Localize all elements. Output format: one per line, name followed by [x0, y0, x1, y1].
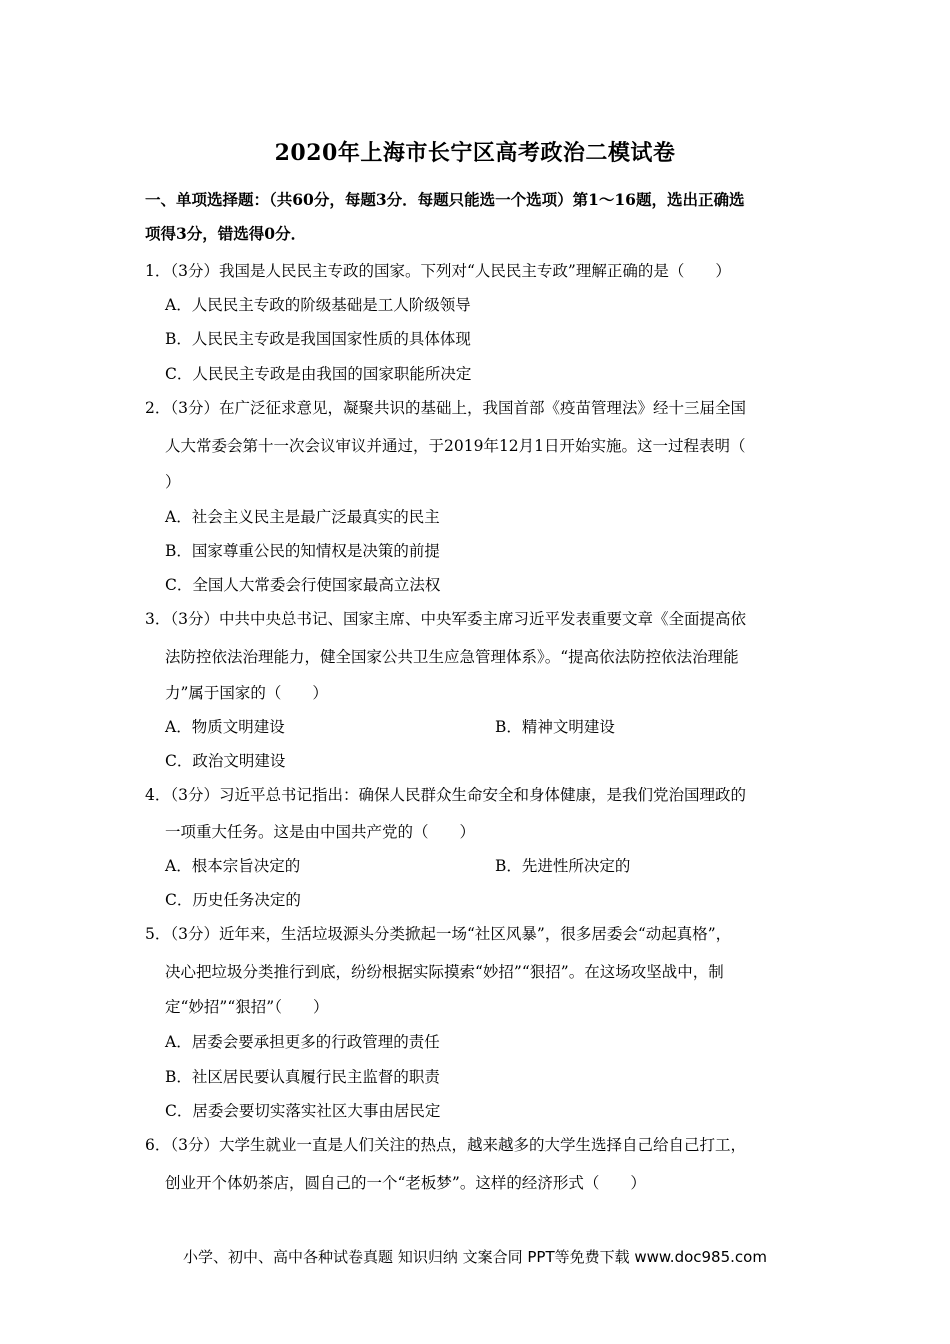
- question-1-option-a: A．人民民主专政的阶级基础是工人阶级领导: [165, 296, 471, 314]
- question-text: （3分）中共中央总书记、国家主席、中央军委主席习近平发表重要文章《全面提高依: [170, 610, 746, 628]
- exam-title: 2020年上海市长宁区高考政治二模试卷: [274, 140, 676, 166]
- question-4-option-a: A．根本宗旨决定的: [165, 857, 301, 875]
- question-3-option-b: B．精神文明建设: [495, 718, 615, 736]
- question-5-line-3: 定“妙招”“狠招”（ ）: [165, 998, 329, 1016]
- question-4-stem: [145, 785, 746, 805]
- question-1-stem: [145, 261, 731, 281]
- question-number: 6．: [145, 1136, 171, 1154]
- section-line-2: 项得3分，错选得0分．: [145, 224, 307, 243]
- question-2-stem: [145, 398, 746, 418]
- question-number: 3．: [145, 610, 171, 628]
- question-3-option-c: C．政治文明建设: [165, 752, 286, 770]
- question-number: 1．: [145, 262, 171, 280]
- question-3-stem: [145, 609, 746, 629]
- question-5-option-b: B．社区居民要认真履行民主监督的职责: [165, 1068, 440, 1086]
- question-text: （3分）在广泛征求意见，凝聚共识的基础上，我国首部《疫苗管理法》经十三届全国: [170, 399, 746, 417]
- question-5-option-c: C．居委会要切实落实社区大事由居民定: [165, 1102, 441, 1120]
- question-text: （3分）习近平总书记指出：确保人民群众生命安全和身体健康，是我们党治国理政的: [170, 786, 746, 804]
- question-number: 5．: [145, 925, 171, 943]
- question-number: 4．: [145, 786, 171, 804]
- question-text: （3分）近年来，生活垃圾源头分类掀起一场“社区风暴”，很多居委会“动起真格”，: [170, 925, 732, 943]
- question-2-option-c: C．全国人大常委会行使国家最高立法权: [165, 576, 441, 594]
- question-5-option-a: A．居委会要承担更多的行政管理的责任: [165, 1033, 440, 1051]
- question-2-option-b: B．国家尊重公民的知情权是决策的前提: [165, 542, 440, 560]
- question-2-line-2: 人大常委会第十一次会议审议并通过，于2019年12月1日开始实施。这一过程表明（: [165, 437, 746, 455]
- question-6-line-2: 创业开个体奶茶店，圆自己的一个“老板梦”。这样的经济形式（ ）: [165, 1174, 646, 1192]
- question-2-option-a: A．社会主义民主是最广泛最真实的民主: [165, 508, 440, 526]
- question-6-stem: [145, 1135, 746, 1155]
- question-4-option-b: B．先进性所决定的: [495, 857, 631, 875]
- question-3-line-2: 法防控依法治理能力，健全国家公共卫生应急管理体系》。“提高依法防控依法治理能: [165, 648, 739, 666]
- question-5-stem: [145, 924, 731, 944]
- question-3-line-3: 力”属于国家的（ ）: [165, 684, 328, 702]
- question-text: （3分）我国是人民民主专政的国家。下列对“人民民主专政”理解正确的是（ ）: [170, 262, 731, 280]
- question-3-option-a: A．物质文明建设: [165, 718, 285, 736]
- question-1-option-c: C．人民民主专政是由我国的国家职能所决定: [165, 365, 472, 383]
- question-1-option-b: B．人民民主专政是我国国家性质的具体体现: [165, 330, 471, 348]
- footer-watermark: 小学、初中、高中各种试卷真题 知识归纳 文案合同 PPT等免费下载 www.doc985.com: [183, 1248, 767, 1266]
- question-5-line-2: 决心把垃圾分类推行到底，纷纷根据实际摸索“妙招”“狠招”。在这场攻坚战中，制: [165, 963, 724, 981]
- section-line-1: 一、单项选择题：（共60分，每题3分．每题只能选一个选项）第1～16题，选出正确选: [145, 190, 745, 209]
- question-4-line-2: 一项重大任务。这是由中国共产党的（ ）: [165, 823, 476, 841]
- question-text: （3分）大学生就业一直是人们关注的热点，越来越多的大学生选择自己给自己打工，: [170, 1136, 746, 1154]
- question-2-line-3: ）: [165, 473, 181, 491]
- section-instructions: [145, 183, 815, 251]
- question-4-option-c: C．历史任务决定的: [165, 891, 301, 909]
- question-number: 2．: [145, 399, 171, 417]
